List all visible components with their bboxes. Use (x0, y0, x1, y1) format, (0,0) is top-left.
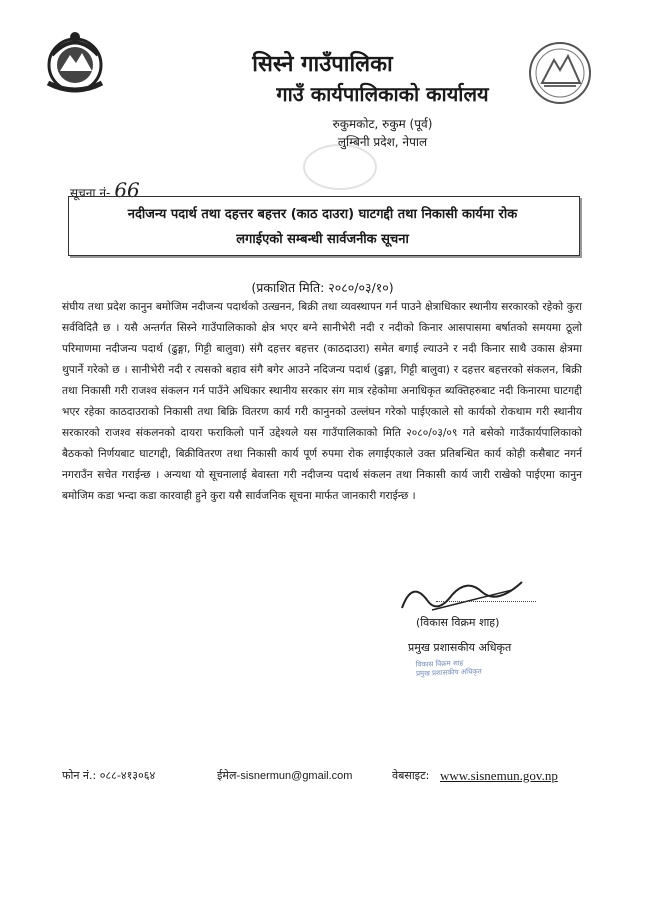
email-label: ईमेल- (217, 769, 241, 782)
signatory-title: प्रमुख प्रशासकीय अधिकृत (408, 641, 512, 654)
faded-stamp-icon (300, 140, 380, 195)
stamp-line-1: विकास विक्रम शाह (415, 659, 464, 669)
footer-website-label: वेबसाइट: (392, 769, 430, 782)
signatory-name: (विकास विक्रम शाह) (416, 616, 500, 629)
email-address-link[interactable]: sisnermun@gmail.com (240, 770, 353, 782)
municipality-name: सिस्ने गाउँपालिका (252, 52, 393, 77)
office-name: गाउँ कार्यपालिकाको कार्यालय (276, 82, 489, 106)
notice-body (62, 297, 582, 507)
notice-number-label: सूचना नं- (70, 186, 111, 200)
published-date: (प्रकाशित मिति: २०८०/०३/१०) (251, 280, 394, 295)
website-link[interactable]: www.sisnemun.gov.np (440, 768, 558, 783)
notice-title-line-1: नदीजन्य पदार्थ तथा दहत्तर बहत्तर (काठ दाउरा) घाटगद्दी तथा निकासी कार्यमा रोक (127, 207, 518, 222)
body-paragraph: संघीय तथा प्रदेश कानुन बमोजिम नदीजन्य पदार्थको उत्खनन, बिक्री तथा व्यवस्थापन गर्न पाउने क्षेत्राधिकार स्थानीय सरकारको रहेको कुरा सर्वविदितै छ । यसै अन्तर्गत सिस्ने गाउँपालिकाको क्षेत्र भएर बग्ने सानीभेरी नदी र नदीको किनार आसपासमा बर्षातको समयमा ठूलो परिमाणमा नदीजन्य पदार्थ (ढुङ्गा, गिट्टी बालुवा) संगै दहत्तर बहत्तर (काठदाउरा) समेत बगाई ल्याउने र नदी किनार साथै उकास क्षेत्रमा थुपार्ने गरेको छ । सानीभेरी नदी र त्यसको बहाव संगै बगेर आउने नदिजन्य पदार्थ (ढुङ्गा, गिट्टी बालुवा) र दहत्तर बहत्तरको संकलन, बिक्री तथा निकासी गरी राजश्व संकलन गर्न पाउँने अधिकार स्थानीय सरकार संग मात्र रहेकोमा अनाधिकृत ब्यक्तिहरुबाट नदी किनारमा घाटगद्दी भएर रहेका काठदाउराको निकासी तथा बिक्रि वितरण कार्य गरी कानुनको उल्लंघन गरेको पाईएकाले सो कार्यको रोकथाम गरी स्थानीय सरकारको राजश्व संकलनको दायरा फराकिलो पार्ने उद्देश्यले यस गाउँपालिकाको मिति २०८०/०३/०९ गते बसेको गाउँकार्यपालिकाको बैठकको निर्णयबाट घाटगद्दी, बिक्रीवितरण तथा निकासी कार्य पूर्ण रुपमा रोक लगाईएकाले उक्त प्रतिबन्धित कार्य कोही कसैबाट नगर्न नगराउँन सचेत गराईन्छ । अन्यथा यो सूचनालाई बेवास्ता गरी नदीजन्य पदार्थ संकलन तथा निकासी कार्य जारी राखेको पाईएमा कानुन बमोजिम कडा भन्दा कडा कारवाही हुने कुरा यसै सार्वजनिक सूचना मार्फत जानकारी गराईन्छ । (62, 301, 582, 502)
footer-phone: फोन नं.: ०८८-४१३०६४ (62, 769, 156, 782)
address-line-2: लुम्बिनी प्रदेश, नेपाल (337, 135, 428, 149)
footer-email (217, 768, 352, 783)
signature-line (436, 601, 536, 602)
signature-icon (392, 570, 542, 620)
signatory-stamp (416, 657, 517, 688)
address-line-1: रुकुमकोट, रुकुम (पूर्व) (332, 117, 433, 131)
notice-title-line-2: लगाईएको सम्बन्धी सार्वजनीक सूचना (236, 232, 409, 247)
notice-number-value: 66 (114, 178, 140, 202)
stamp-line-2: प्रमुख प्रशासकीय अधिकृत (415, 667, 482, 678)
